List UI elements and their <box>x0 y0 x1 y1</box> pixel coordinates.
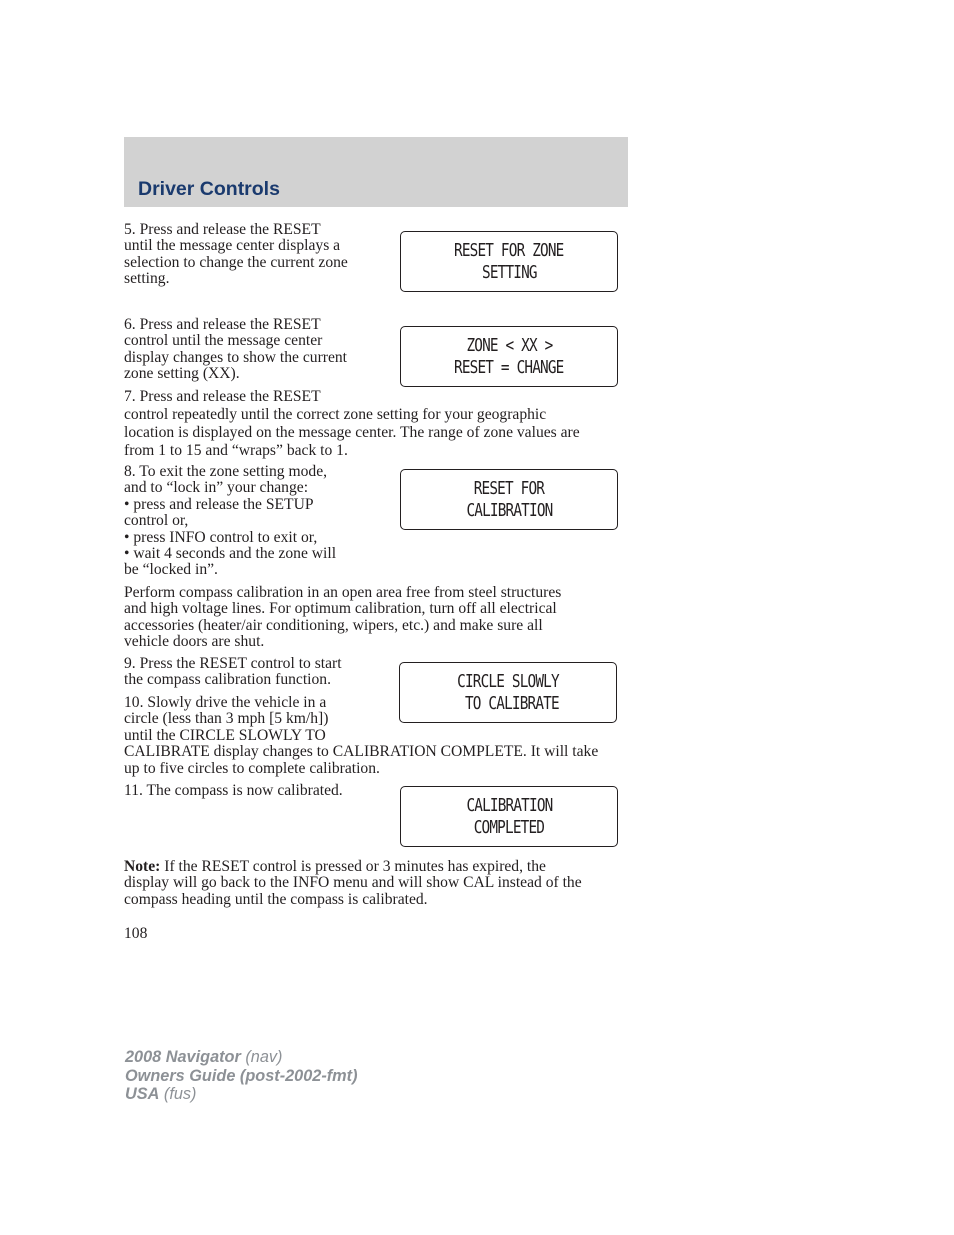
footer-line <box>125 1048 358 1067</box>
text-line: compass heading until the compass is calibrated. <box>124 890 428 908</box>
display-line: SETTING <box>481 262 537 283</box>
text-line: until the CIRCLE SLOWLY TO <box>124 726 326 744</box>
text-line: display changes to show the current <box>124 348 348 366</box>
message-center-display-zone-setting <box>400 326 618 387</box>
text-line: • wait 4 seconds and the zone will <box>124 545 337 563</box>
display-line: RESET = CHANGE <box>454 357 564 378</box>
message-center-display-calibration-completed <box>400 786 618 847</box>
text-line: • press INFO control to exit or, <box>124 528 318 546</box>
text-line: and to “lock in” your change: <box>124 479 309 497</box>
text-line: CALIBRATE display changes to CALIBRATION COMPLETE. It will take <box>124 743 599 761</box>
text-line: circle (less than 3 mph [5 km/h]) <box>124 710 329 728</box>
message-center-display-reset-for-calibration <box>400 469 618 530</box>
display-line: CALIBRATION <box>465 500 553 521</box>
text-line: up to five circles to complete calibration. <box>124 759 380 777</box>
note-label: Note: <box>124 858 161 875</box>
note-text <box>124 859 582 908</box>
footer-model-code: (nav) <box>240 1048 283 1066</box>
text-line: location is displayed on the message center. The range of zone values are <box>124 424 580 441</box>
text-line: vehicle doors are shut. <box>124 633 265 651</box>
footer-line <box>125 1085 358 1104</box>
text-line: setting. <box>124 270 170 288</box>
text-line: Perform compass calibration in an open area free from steel structures <box>124 584 562 601</box>
text-line: 6. Press and release the RESET <box>124 316 321 333</box>
footer-market: USA <box>125 1085 160 1104</box>
display-line: RESET FOR ZONE <box>454 240 564 261</box>
text-line: control repeatedly until the correct zone setting for your geographic <box>124 406 547 423</box>
message-center-display-reset-for-zone <box>400 231 618 292</box>
note-line: If the RESET control is pressed or 3 minutes has expired, the <box>160 858 546 875</box>
footer-line <box>125 1067 358 1086</box>
text-line: and high voltage lines. For optimum calibration, turn off all electrical <box>124 600 557 618</box>
section-title: Driver Controls <box>138 178 280 200</box>
step-6-text <box>124 317 347 383</box>
step-9-text <box>124 656 342 689</box>
text-line: control or, <box>124 512 189 530</box>
text-line <box>124 859 582 875</box>
display-line: COMPLETED <box>473 817 545 838</box>
display-line: RESET FOR <box>473 478 545 499</box>
text-line: selection to change the current zone <box>124 253 348 271</box>
text-line: 8. To exit the zone setting mode, <box>124 463 328 480</box>
text-line: zone setting (XX). <box>124 365 240 383</box>
footer-market-code: (fus) <box>159 1085 197 1104</box>
text-line: be “locked in”. <box>124 561 218 579</box>
text-line: control until the message center <box>124 332 323 350</box>
display-line: CIRCLE SLOWLY <box>457 671 559 692</box>
footer-model: 2008 Navigator <box>125 1048 241 1066</box>
display-line: TO CALIBRATE <box>457 693 559 714</box>
step-11-text <box>124 783 343 799</box>
step-7-text <box>124 388 580 460</box>
text-line: from 1 to 15 and “wraps” back to 1. <box>124 442 348 459</box>
display-line: CALIBRATION <box>465 795 553 816</box>
step-8-text <box>124 464 336 579</box>
text-line: 5. Press and release the RESET <box>124 221 321 238</box>
text-line: 7. Press and release the RESET <box>124 388 321 405</box>
display-line: ZONE < XX > <box>465 335 553 356</box>
text-line: 10. Slowly drive the vehicle in a <box>124 694 327 711</box>
footer-guide: Owners Guide (post-2002-fmt) <box>125 1066 358 1085</box>
text-line: until the message center displays a <box>124 237 341 255</box>
step-10-text <box>124 695 598 777</box>
text-line: 9. Press the RESET control to start <box>124 655 342 672</box>
step-5-text <box>124 222 348 288</box>
text-line: display will go back to the INFO menu and will show CAL instead of the <box>124 874 582 892</box>
page-number: 108 <box>124 925 148 942</box>
document-footer <box>125 1048 358 1104</box>
text-line: accessories (heater/air conditioning, wipers, etc.) and make sure all <box>124 616 543 634</box>
text-line: 11. The compass is now calibrated. <box>124 782 343 799</box>
text-line: the compass calibration function. <box>124 671 331 689</box>
text-line: • press and release the SETUP <box>124 495 314 513</box>
calibration-instructions <box>124 585 561 651</box>
section-header-band <box>124 137 628 207</box>
